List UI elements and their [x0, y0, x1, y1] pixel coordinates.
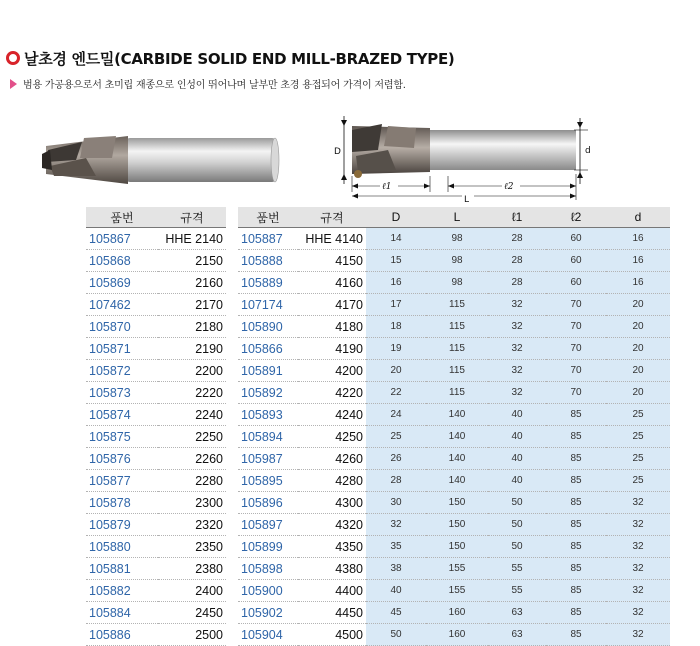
- part-no-cell: 105867: [86, 228, 158, 250]
- spec-cell: 4320: [298, 514, 366, 536]
- d-cell: 16: [606, 272, 670, 294]
- triangle-bullet-icon: [10, 79, 17, 89]
- d-cell: 32: [606, 536, 670, 558]
- D-cell: 35: [366, 536, 426, 558]
- L-cell: 160: [426, 602, 488, 624]
- table-row: [238, 448, 670, 470]
- label-l1: ℓ1: [382, 182, 392, 192]
- l2-cell: 85: [546, 602, 606, 624]
- table-row: [86, 228, 226, 250]
- l2-cell: 85: [546, 558, 606, 580]
- table-row: [86, 404, 226, 426]
- part-no-cell: 105893: [238, 404, 298, 426]
- part-no-cell: 105894: [238, 426, 298, 448]
- l2-cell: 85: [546, 514, 606, 536]
- part-no-cell: 107174: [238, 294, 298, 316]
- l1-cell: 32: [488, 382, 546, 404]
- l2-cell: 85: [546, 492, 606, 514]
- spec-cell: 2450: [158, 602, 226, 624]
- part-no-cell: 105877: [86, 470, 158, 492]
- L-cell: 140: [426, 404, 488, 426]
- table-row: [238, 514, 670, 536]
- l2-cell: 60: [546, 228, 606, 250]
- subtitle-row: [10, 76, 406, 91]
- l2-cell: 85: [546, 624, 606, 646]
- spec-cell: 2250: [158, 426, 226, 448]
- l1-cell: 40: [488, 470, 546, 492]
- spec-cell: 2190: [158, 338, 226, 360]
- part-no-cell: 105896: [238, 492, 298, 514]
- table-row: [86, 250, 226, 272]
- L-cell: 140: [426, 470, 488, 492]
- part-no-cell: 105884: [86, 602, 158, 624]
- table-row: [238, 624, 670, 646]
- l1-cell: 63: [488, 602, 546, 624]
- table-row: [86, 558, 226, 580]
- L-cell: 115: [426, 294, 488, 316]
- L-cell: 140: [426, 426, 488, 448]
- part-no-cell: 107462: [86, 294, 158, 316]
- l1-cell: 32: [488, 294, 546, 316]
- l2-cell: 85: [546, 580, 606, 602]
- d-cell: 25: [606, 404, 670, 426]
- table-row: [86, 492, 226, 514]
- l2-cell: 85: [546, 470, 606, 492]
- table-row: [238, 558, 670, 580]
- l1-cell: 63: [488, 624, 546, 646]
- spec-cell: 2280: [158, 470, 226, 492]
- part-no-cell: 105878: [86, 492, 158, 514]
- col-header-l1: ℓ1: [488, 207, 546, 228]
- d-cell: 20: [606, 294, 670, 316]
- table-row: [238, 492, 670, 514]
- D-cell: 30: [366, 492, 426, 514]
- spec-cell: 2400: [158, 580, 226, 602]
- table-row: [238, 602, 670, 624]
- col-header-l2: ℓ2: [546, 207, 606, 228]
- D-cell: 18: [366, 316, 426, 338]
- table-row: [238, 228, 670, 250]
- dimension-diagram: [322, 112, 602, 204]
- spec-cell: 4180: [298, 316, 366, 338]
- col-header-part-no: 품번: [86, 207, 158, 228]
- l2-cell: 70: [546, 294, 606, 316]
- d-cell: 25: [606, 448, 670, 470]
- table-row: [238, 338, 670, 360]
- l1-cell: 32: [488, 360, 546, 382]
- spec-cell: 4200: [298, 360, 366, 382]
- part-no-cell: 105876: [86, 448, 158, 470]
- table-row: [86, 536, 226, 558]
- table-row: [238, 426, 670, 448]
- D-cell: 45: [366, 602, 426, 624]
- table-row: [86, 294, 226, 316]
- part-no-cell: 105870: [86, 316, 158, 338]
- l2-cell: 85: [546, 448, 606, 470]
- d-cell: 20: [606, 316, 670, 338]
- spec-cell: 2240: [158, 404, 226, 426]
- table-row: [86, 514, 226, 536]
- part-no-cell: 105987: [238, 448, 298, 470]
- d-cell: 32: [606, 514, 670, 536]
- table-row: [86, 316, 226, 338]
- d-cell: 20: [606, 360, 670, 382]
- part-no-cell: 105900: [238, 580, 298, 602]
- part-no-cell: 105889: [238, 272, 298, 294]
- part-no-cell: 105871: [86, 338, 158, 360]
- part-no-cell: 105880: [86, 536, 158, 558]
- page-title: 날초경 엔드밀(CARBIDE SOLID END MILL-BRAZED TYPE): [24, 49, 455, 68]
- label-l2: ℓ2: [504, 182, 514, 192]
- spec-cell: 4220: [298, 382, 366, 404]
- part-no-cell: 105898: [238, 558, 298, 580]
- l2-cell: 85: [546, 404, 606, 426]
- D-cell: 16: [366, 272, 426, 294]
- L-cell: 140: [426, 448, 488, 470]
- spec-cell: 4380: [298, 558, 366, 580]
- spec-cell: 2380: [158, 558, 226, 580]
- L-cell: 115: [426, 360, 488, 382]
- table-header-row: [238, 207, 670, 228]
- part-no-cell: 105881: [86, 558, 158, 580]
- l1-cell: 55: [488, 580, 546, 602]
- d-cell: 25: [606, 426, 670, 448]
- table-row: [238, 536, 670, 558]
- spec-cell: 2150: [158, 250, 226, 272]
- part-no-cell: 105899: [238, 536, 298, 558]
- table-header-row: [86, 207, 226, 228]
- col-header-d: d: [606, 207, 670, 228]
- table-row: [238, 404, 670, 426]
- spec-cell: 2160: [158, 272, 226, 294]
- part-no-cell: 105886: [86, 624, 158, 646]
- spec-cell: 2260: [158, 448, 226, 470]
- l1-cell: 40: [488, 448, 546, 470]
- spec-table-left: [86, 207, 226, 646]
- D-cell: 50: [366, 624, 426, 646]
- spec-cell: 2300: [158, 492, 226, 514]
- table-row: [238, 250, 670, 272]
- L-cell: 115: [426, 382, 488, 404]
- spec-cell: 2500: [158, 624, 226, 646]
- spec-cell: 4240: [298, 404, 366, 426]
- spec-cell: 4350: [298, 536, 366, 558]
- D-cell: 14: [366, 228, 426, 250]
- d-cell: 20: [606, 338, 670, 360]
- spec-cell: 4150: [298, 250, 366, 272]
- D-cell: 24: [366, 404, 426, 426]
- l1-cell: 50: [488, 492, 546, 514]
- L-cell: 150: [426, 492, 488, 514]
- L-cell: 150: [426, 536, 488, 558]
- L-cell: 150: [426, 514, 488, 536]
- table-row: [238, 580, 670, 602]
- l1-cell: 50: [488, 514, 546, 536]
- table-row: [86, 360, 226, 382]
- D-cell: 15: [366, 250, 426, 272]
- table-row: [238, 360, 670, 382]
- part-no-cell: 105895: [238, 470, 298, 492]
- table-row: [238, 272, 670, 294]
- spec-cell: 4280: [298, 470, 366, 492]
- L-cell: 98: [426, 228, 488, 250]
- table-row: [86, 448, 226, 470]
- spec-cell: 4500: [298, 624, 366, 646]
- spec-cell: 4400: [298, 580, 366, 602]
- part-no-cell: 105902: [238, 602, 298, 624]
- l2-cell: 85: [546, 426, 606, 448]
- table-row: [238, 294, 670, 316]
- part-no-cell: 105890: [238, 316, 298, 338]
- table-row: [86, 580, 226, 602]
- part-no-cell: 105887: [238, 228, 298, 250]
- spec-cell: 4250: [298, 426, 366, 448]
- label-D: D: [334, 147, 341, 157]
- l1-cell: 28: [488, 272, 546, 294]
- part-no-cell: 105897: [238, 514, 298, 536]
- spec-cell: 4170: [298, 294, 366, 316]
- label-d: d: [585, 146, 591, 156]
- d-cell: 32: [606, 558, 670, 580]
- table-row: [238, 382, 670, 404]
- part-no-cell: 105904: [238, 624, 298, 646]
- spec-cell: 4450: [298, 602, 366, 624]
- end-mill-photo: [36, 128, 282, 190]
- l1-cell: 32: [488, 338, 546, 360]
- d-cell: 32: [606, 624, 670, 646]
- l1-cell: 40: [488, 404, 546, 426]
- D-cell: 40: [366, 580, 426, 602]
- D-cell: 28: [366, 470, 426, 492]
- d-cell: 16: [606, 250, 670, 272]
- table-row: [86, 426, 226, 448]
- l1-cell: 28: [488, 228, 546, 250]
- title-row: [6, 48, 455, 68]
- L-cell: 160: [426, 624, 488, 646]
- table-row: [86, 470, 226, 492]
- D-cell: 38: [366, 558, 426, 580]
- part-no-cell: 105866: [238, 338, 298, 360]
- spec-cell: 4190: [298, 338, 366, 360]
- part-no-cell: 105879: [86, 514, 158, 536]
- table-row: [238, 316, 670, 338]
- col-header-D: D: [366, 207, 426, 228]
- d-cell: 32: [606, 602, 670, 624]
- spec-cell: 4260: [298, 448, 366, 470]
- l2-cell: 60: [546, 250, 606, 272]
- part-no-cell: 105869: [86, 272, 158, 294]
- l2-cell: 70: [546, 316, 606, 338]
- l2-cell: 85: [546, 536, 606, 558]
- circle-bullet-icon: [6, 51, 20, 65]
- L-cell: 155: [426, 580, 488, 602]
- d-cell: 16: [606, 228, 670, 250]
- col-header-spec: 규격: [158, 207, 226, 228]
- table-row: [86, 382, 226, 404]
- part-no-cell: 105882: [86, 580, 158, 602]
- l1-cell: 28: [488, 250, 546, 272]
- col-header-spec: 규격: [298, 207, 366, 228]
- part-no-cell: 105872: [86, 360, 158, 382]
- d-cell: 32: [606, 580, 670, 602]
- part-no-cell: 105888: [238, 250, 298, 272]
- L-cell: 155: [426, 558, 488, 580]
- l2-cell: 60: [546, 272, 606, 294]
- spec-cell: HHE 2140: [158, 228, 226, 250]
- d-cell: 25: [606, 470, 670, 492]
- D-cell: 17: [366, 294, 426, 316]
- spec-cell: HHE 4140: [298, 228, 366, 250]
- spec-cell: 2200: [158, 360, 226, 382]
- D-cell: 26: [366, 448, 426, 470]
- label-L: L: [464, 195, 470, 204]
- l2-cell: 70: [546, 382, 606, 404]
- table-row: [86, 272, 226, 294]
- spec-cell: 4160: [298, 272, 366, 294]
- part-no-cell: 105868: [86, 250, 158, 272]
- l2-cell: 70: [546, 360, 606, 382]
- spec-cell: 2170: [158, 294, 226, 316]
- l1-cell: 55: [488, 558, 546, 580]
- table-row: [238, 470, 670, 492]
- table-row: [86, 624, 226, 646]
- D-cell: 22: [366, 382, 426, 404]
- spec-cell: 2220: [158, 382, 226, 404]
- D-cell: 32: [366, 514, 426, 536]
- part-no-cell: 105892: [238, 382, 298, 404]
- L-cell: 115: [426, 316, 488, 338]
- col-header-part-no: 품번: [238, 207, 298, 228]
- L-cell: 98: [426, 250, 488, 272]
- part-no-cell: 105875: [86, 426, 158, 448]
- l1-cell: 32: [488, 316, 546, 338]
- spec-table-right: [238, 207, 670, 646]
- col-header-L: L: [426, 207, 488, 228]
- spec-cell: 2180: [158, 316, 226, 338]
- spec-cell: 2320: [158, 514, 226, 536]
- D-cell: 20: [366, 360, 426, 382]
- D-cell: 25: [366, 426, 426, 448]
- l2-cell: 70: [546, 338, 606, 360]
- part-no-cell: 105874: [86, 404, 158, 426]
- d-cell: 32: [606, 492, 670, 514]
- part-no-cell: 105891: [238, 360, 298, 382]
- part-no-cell: 105873: [86, 382, 158, 404]
- L-cell: 98: [426, 272, 488, 294]
- d-cell: 20: [606, 382, 670, 404]
- D-cell: 19: [366, 338, 426, 360]
- spec-cell: 2350: [158, 536, 226, 558]
- L-cell: 115: [426, 338, 488, 360]
- l1-cell: 40: [488, 426, 546, 448]
- page-subtitle: 범용 가공용으로서 초미립 재종으로 인성이 뛰어나며 날부만 초경 용접되어 가격이 저렴함.: [23, 80, 406, 91]
- table-row: [86, 602, 226, 624]
- spec-cell: 4300: [298, 492, 366, 514]
- l1-cell: 50: [488, 536, 546, 558]
- table-row: [86, 338, 226, 360]
